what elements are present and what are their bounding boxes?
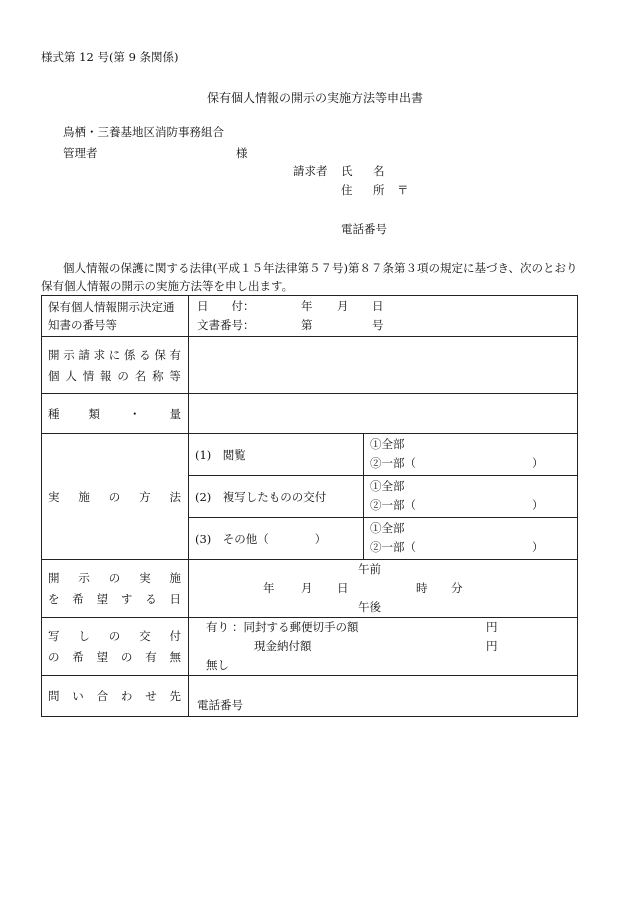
decision-number-value[interactable]: 日 付： 年 月 日 文書番号： 第 号: [189, 296, 578, 337]
info-name-input[interactable]: [189, 337, 578, 394]
decision-number-label: 保有個人情報開示決定通 知書の番号等: [42, 296, 189, 337]
form-title: 保有個人情報の開示の実施方法等申出書: [206, 91, 423, 105]
type-quantity-input[interactable]: [189, 394, 578, 434]
address-label-1: 住: [341, 183, 353, 197]
requester-label: 請求者: [293, 164, 328, 178]
desired-date-label: 開 示 の 実 施 を 希 望 す る 日: [42, 560, 189, 618]
method-3-scope[interactable]: ①全部 ②一部（ ）: [364, 518, 578, 560]
method-1-option[interactable]: (1) 閲覧: [189, 434, 364, 476]
name-label-1: 氏: [341, 164, 353, 178]
no-option: 無し: [206, 658, 229, 672]
method-label: 実 施 の 方 法: [42, 434, 189, 560]
method-3-option[interactable]: (3) その他（ ）: [189, 518, 364, 560]
addressee-role: 管理者: [63, 146, 98, 160]
pm-label: 午後: [358, 600, 381, 614]
type-quantity-label: 種 類 ・ 量: [42, 394, 189, 434]
copy-delivery-label: 写 し の 交 付 の 希 望 の 有 無: [42, 618, 189, 676]
method-2-scope[interactable]: ①全部 ②一部（ ）: [364, 476, 578, 518]
row-copy-delivery: [42, 618, 578, 676]
info-name-label: 開 示 請 求 に 係 る 保 有 個 人 情 報 の 名 称 等: [42, 337, 189, 394]
row-decision-number: [42, 296, 578, 337]
name-label-2: 名: [373, 164, 385, 178]
method-1-scope[interactable]: ①全部 ②一部（ ）: [364, 434, 578, 476]
intro-line-2: 保有個人情報の開示の実施方法等を申し出ます。: [41, 279, 294, 293]
addressee-org: 鳥栖・三養基地区消防事務組合: [63, 125, 224, 139]
row-type-quantity: [42, 394, 578, 434]
contact-label: 問 い 合 わ せ 先: [42, 676, 189, 717]
yen-cash: 円: [486, 639, 498, 653]
form-number: 様式第 12 号(第 9 条関係): [41, 50, 179, 64]
addressee-honorific: 様: [236, 146, 248, 160]
request-table: [41, 295, 578, 717]
postal-mark: 〒: [397, 183, 409, 197]
method-2-option[interactable]: (2) 複写したものの交付: [189, 476, 364, 518]
intro-line-1: 個人情報の保護に関する法律(平成１５年法律第５７号)第８７条第３項の規定に基づき、次のとおり: [63, 261, 578, 275]
row-contact: [42, 676, 578, 717]
desired-date-value[interactable]: 午前 年 月 日 時 分 午後: [189, 560, 578, 618]
address-label-2: 所: [373, 183, 385, 197]
contact-value[interactable]: 電話番号: [189, 676, 578, 717]
row-method-1: [42, 434, 578, 476]
row-desired-date: [42, 560, 578, 618]
yes-option: 有り: [206, 620, 229, 634]
phone-label: 電話番号: [341, 222, 387, 236]
row-info-name: [42, 337, 578, 394]
am-label: 午前: [358, 562, 381, 576]
copy-delivery-value[interactable]: 有り ：同封する郵便切手の額 円 現金納付額 円 無し: [189, 618, 578, 676]
